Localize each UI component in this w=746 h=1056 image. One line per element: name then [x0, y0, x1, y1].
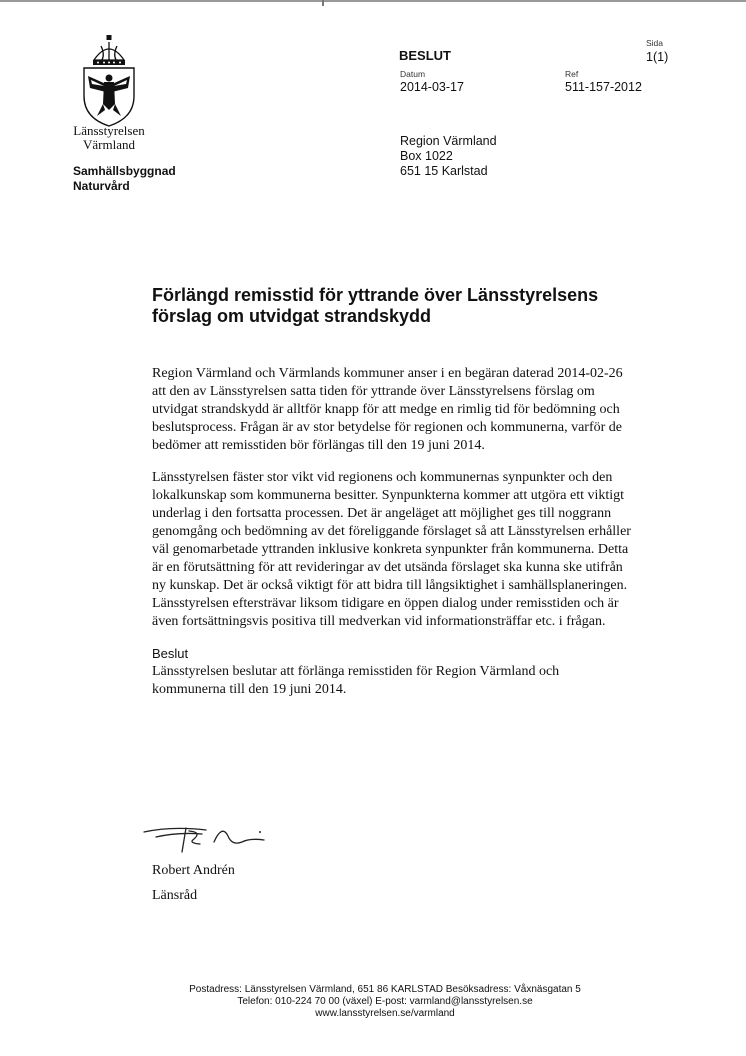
recipient-name: Region Värmland — [400, 134, 497, 148]
date-label: Datum — [400, 69, 426, 79]
footer-address: Postadress: Länsstyrelsen Värmland, 651 86 KARLSTAD Besöksadress: Våxnäsgatan 5 — [189, 984, 581, 995]
signer — [152, 858, 235, 908]
decision-heading: Beslut — [152, 646, 189, 661]
agency-name-line1: Länsstyrelsen — [73, 123, 145, 138]
footer — [0, 984, 746, 1020]
recipient-box: Box 1022 — [400, 149, 453, 163]
footer-website: www.lansstyrelsen.se/varmland — [315, 1008, 455, 1019]
page-number: 1(1) — [646, 50, 669, 64]
recipient-address — [400, 134, 497, 179]
date-value: 2014-03-17 — [400, 80, 464, 94]
coat-of-arms-icon — [78, 34, 140, 128]
decision-text: Länsstyrelsen beslutar att förlänga remisstiden för Region Värmland och kommunerna till den 19 juni 2014. — [152, 664, 560, 697]
document-title: Förlängd remisstid för yttrande över Länsstyrelsens förslag om utvidgat strandskydd — [152, 285, 599, 326]
body-paragraph: Region Värmland och Värmlands kommuner anser i en begäran daterad 2014-02-26 att den av Länsstyrelsen satta tiden för yttrande över Länsstyrelsens förslag om utvidgat strandskydd är alltför knapp för att medge en rimlig tid för bedömning och beslutsprocess. Frågan är av stor betydelse för regionen och kommunerna, varför de bedömer att remisstiden bör förlängas till den 19 juni 2014. — [152, 366, 623, 453]
signer-title: Länsråd — [152, 888, 198, 903]
reference-label: Ref — [565, 69, 579, 79]
body-paragraph: Länsstyrelsen fäster stor vikt vid regionens och kommunernas synpunkter och den lokalkunskap som kommunerna besitter. Synpunkterna kommer att utgöra ett viktigt underlag i den fortsatta processen. Det är angeläget att möjlighet ges till noggrann genomgång och bedömning av det föreliggande förslaget så att Länsstyrelsen erhåller väl genomarbetade yttranden inklusive konkreta synpunkter från kommunerna. Detta är en förutsättning för att revideringar av det utsända förslaget ska kunna ske utifrån ny kunskap. Det är också viktigt för att bidra till långsiktighet i samhällsplaneringen. Länsstyrelsen eftersträvar liksom tidigare en öppen dialog under remisstiden och är även fortsättningsvis positiva till medverkan vid informationsträffar etc. i frågan. — [152, 470, 631, 629]
reference-value: 511-157-2012 — [565, 80, 642, 94]
recipient-city: 651 15 Karlstad — [400, 164, 488, 178]
department-line1: Samhällsbyggnad — [73, 164, 176, 178]
document-body — [152, 365, 632, 713]
document-type: BESLUT — [399, 48, 451, 63]
page-label: Sida — [646, 38, 664, 48]
agency-name-line2: Värmland — [83, 137, 135, 152]
top-tick — [322, 0, 324, 6]
signature-image — [142, 820, 272, 854]
department — [73, 164, 176, 194]
footer-contact: Telefon: 010-224 70 00 (växel) E-post: varmland@lansstyrelsen.se — [237, 996, 533, 1007]
top-rule — [0, 0, 746, 2]
department-line2: Naturvård — [73, 179, 130, 193]
agency-name — [60, 124, 158, 152]
signer-name: Robert Andrén — [152, 863, 235, 878]
